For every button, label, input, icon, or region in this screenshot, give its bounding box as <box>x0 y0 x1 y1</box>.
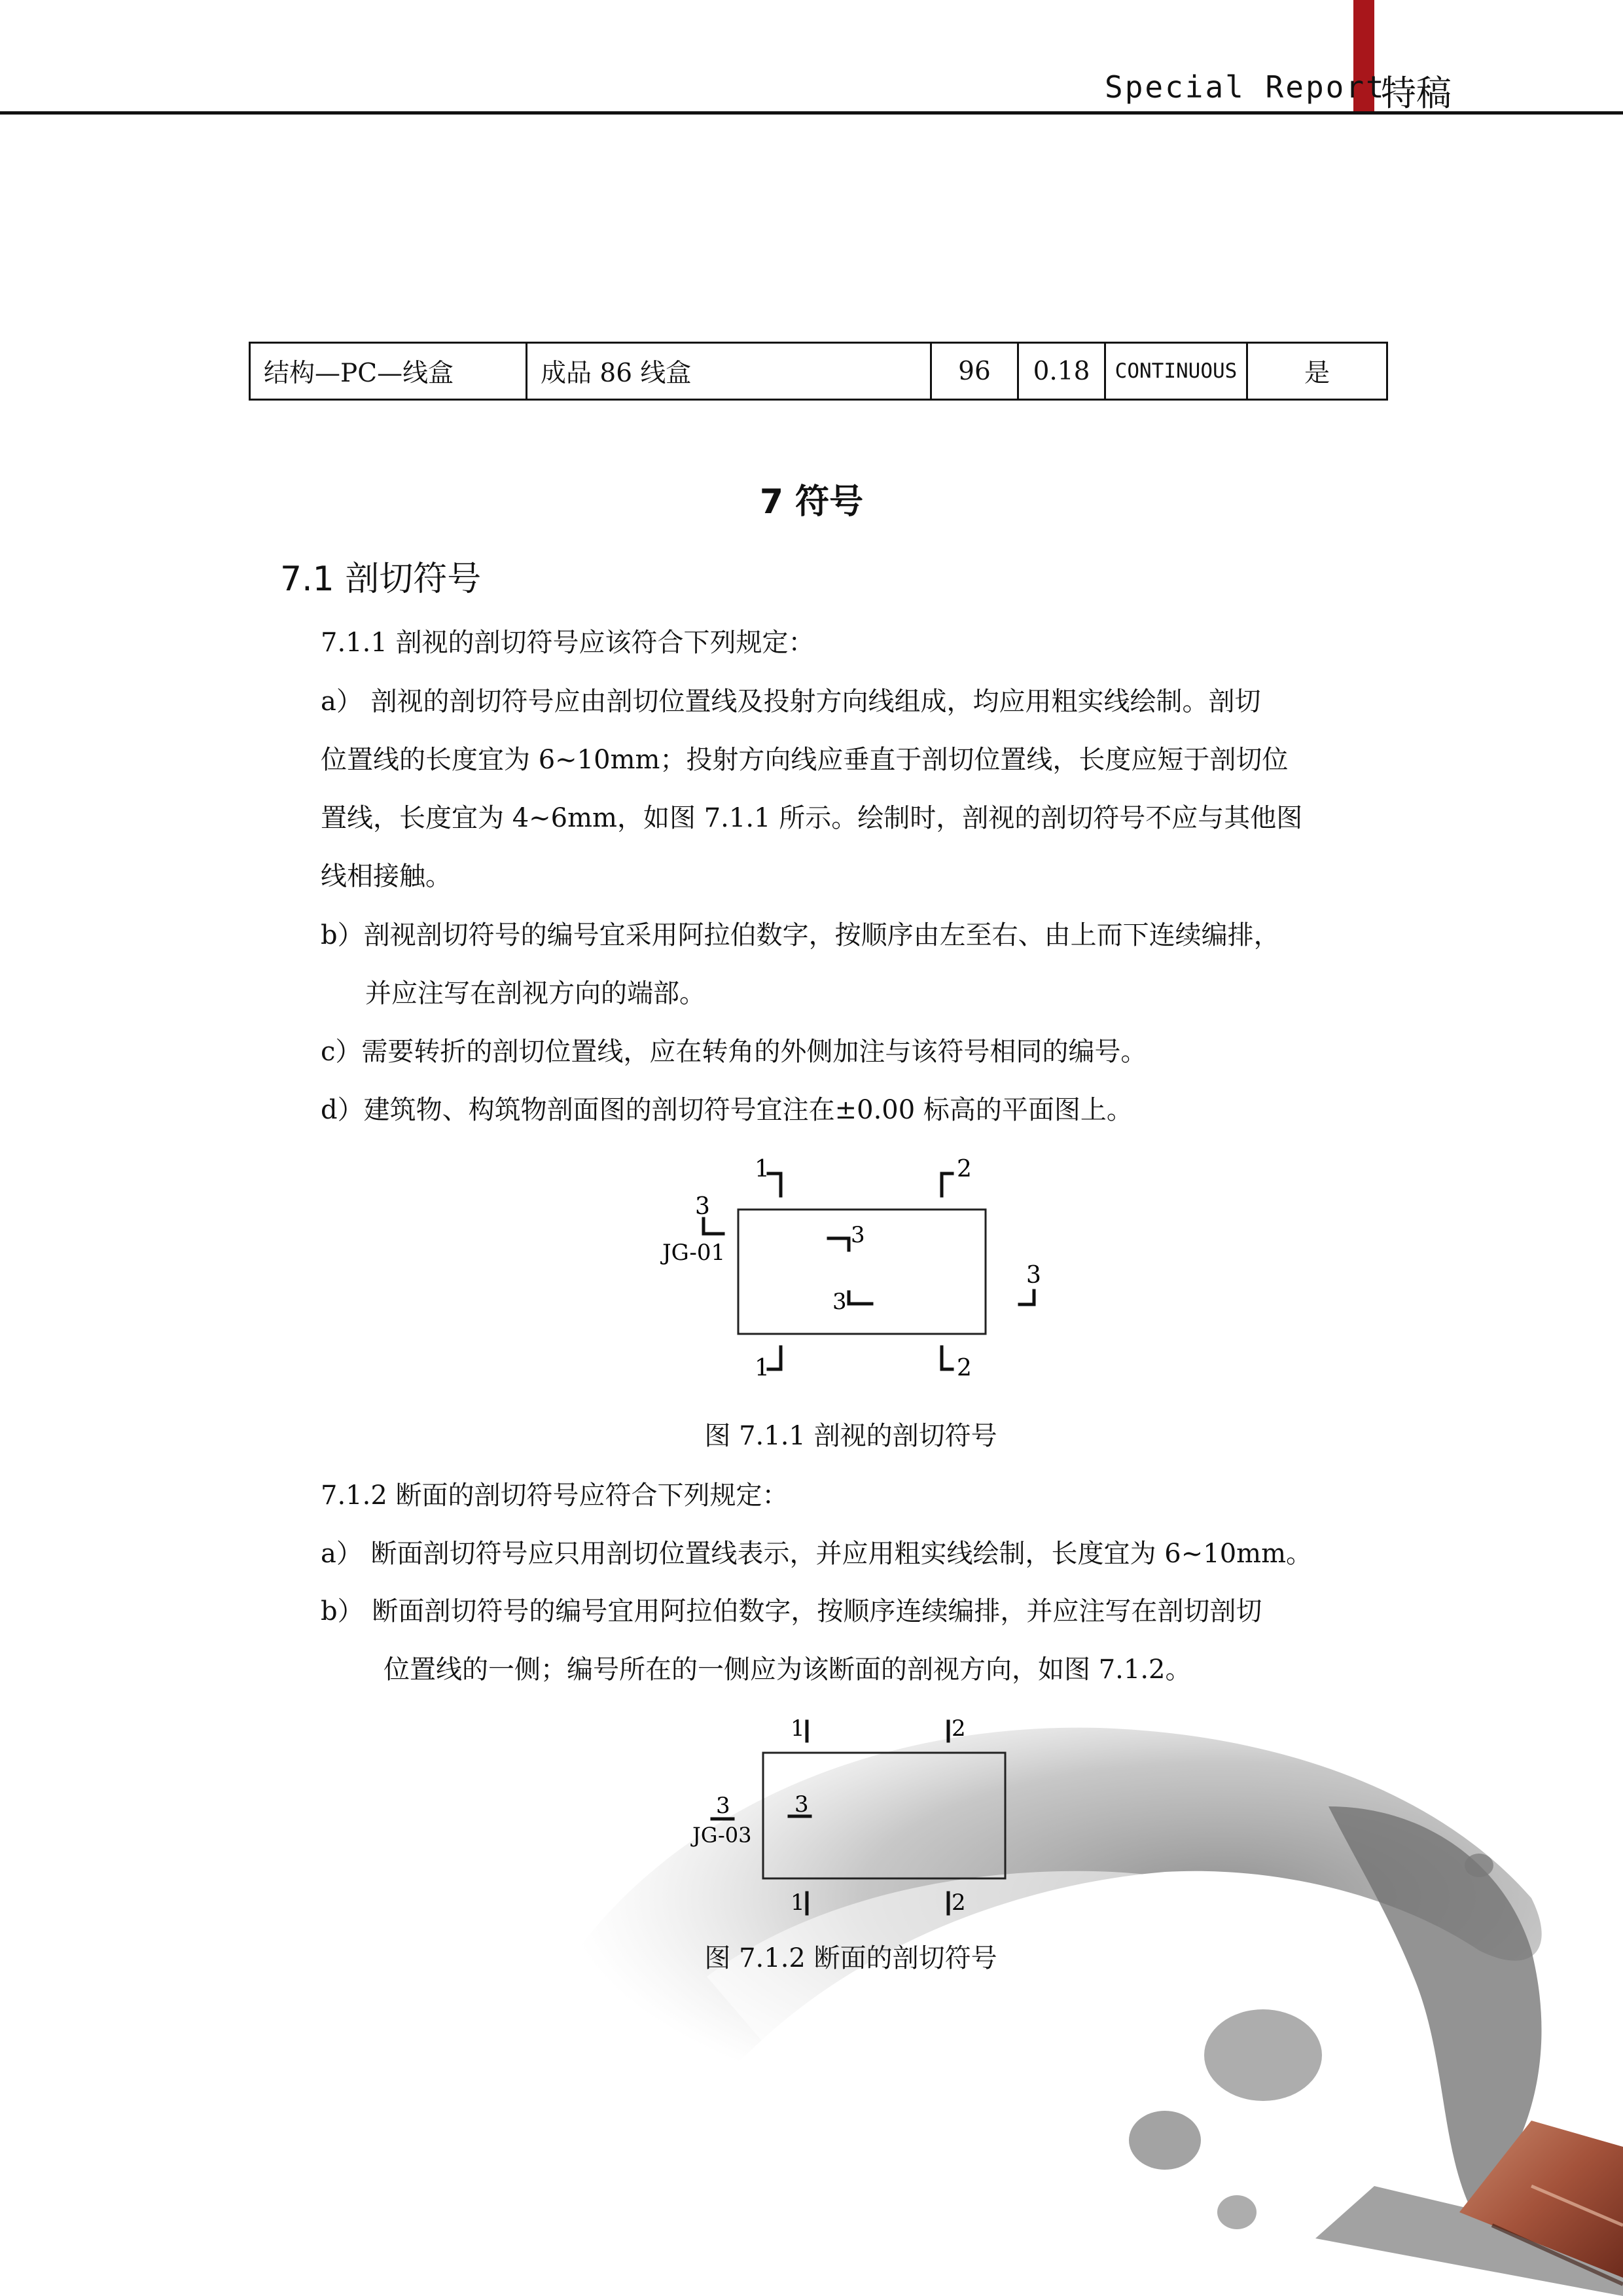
section-number: 3 <box>1026 1262 1041 1289</box>
table-row <box>250 343 1387 400</box>
section-number: 1 <box>791 1890 805 1916</box>
item-b <box>321 906 1427 1023</box>
section-number: 3 <box>851 1222 865 1248</box>
table-cell: 0.18 <box>1018 343 1105 400</box>
section-title: 7.1 剖切符号 <box>280 560 482 599</box>
item2-a: a） 断面剖切符号应只用剖切位置线表示，并应用粗实线绘制，长度宜为 6~10mm。 <box>321 1539 1312 1569</box>
text-line: b） 断面剖切符号的编号宜用阿拉伯数字，按顺序连续编排，并应注写在剖切剖切 <box>321 1596 1262 1626</box>
figure-7-1-2 <box>681 1708 1047 1931</box>
table-cell: 是 <box>1247 343 1387 400</box>
text-line: 位置线的长度宜为 6~10mm；投射方向线应垂直于剖切位置线，长度应短于剖切位 <box>321 745 1289 775</box>
table-cell: 结构—PC—线盒 <box>250 343 527 400</box>
figure-7-1-1-caption: 图 7.1.1 剖视的剖切符号 <box>704 1421 997 1451</box>
text-line: 位置线的一侧；编号所在的一侧应为该断面的剖视方向，如图 7.1.2。 <box>383 1655 1192 1685</box>
section-number: 2 <box>957 1355 972 1382</box>
reference-code: JG-03 <box>692 1823 752 1848</box>
section-mark-3-inner-b <box>849 1292 872 1304</box>
item-c: c）需要转折的剖切位置线，应在转角的外侧加注与该符号相同的编号。 <box>321 1037 1147 1067</box>
header-rule <box>0 111 1623 115</box>
clause-7-1-1: 7.1.1 剖视的剖切符号应该符合下列规定： <box>321 628 815 658</box>
chapter-title: 7 符号 <box>759 482 864 522</box>
table-cell: 96 <box>931 343 1018 400</box>
table-cell: CONTINUOUS <box>1105 343 1247 400</box>
clause-7-1-2: 7.1.2 断面的剖切符号应符合下列规定： <box>321 1480 789 1511</box>
section-mark-2-top <box>942 1174 952 1196</box>
header-label-cn: 特稿 <box>1381 73 1452 114</box>
section-mark-1-top <box>768 1174 781 1196</box>
figure-7-1-1 <box>648 1152 1067 1394</box>
section-number: 3 <box>832 1289 847 1315</box>
section-number: 3 <box>794 1791 809 1818</box>
item-a <box>321 673 1427 906</box>
section-number: 1 <box>791 1715 805 1742</box>
item-d: d）建筑物、构筑物剖面图的剖切符号宜注在±0.00 标高的平面图上。 <box>321 1095 1133 1125</box>
section-number: 1 <box>755 1355 770 1382</box>
section-mark-3-left <box>704 1219 723 1234</box>
section-number: 2 <box>957 1156 972 1183</box>
text-line: a） 剖视的剖切符号应由剖切位置线及投射方向线组成，均应用粗实线绘制。剖切 <box>321 687 1261 717</box>
table-cell: 成品 86 线盒 <box>527 343 931 400</box>
header-label-en: Special Report <box>1105 69 1386 105</box>
text-line: b）剖视剖切符号的编号宜采用阿拉伯数字，按顺序由左至右、由上而下连续编排， <box>321 920 1280 950</box>
layer-table <box>249 342 1388 401</box>
text-line: 置线，长度宜为 4~6mm，如图 7.1.1 所示。绘制时，剖视的剖切符号不应与其他图 <box>321 803 1303 833</box>
section-number: 2 <box>952 1890 966 1916</box>
section-mark-3-inner-a <box>829 1238 849 1250</box>
section-mark-2-bottom <box>942 1347 952 1369</box>
section-mark-1-bottom <box>768 1347 781 1369</box>
reference-code: JG-01 <box>662 1240 726 1266</box>
text-line: 线相接触。 <box>321 861 452 891</box>
section-number: 2 <box>952 1715 966 1742</box>
section-number: 3 <box>716 1793 730 1819</box>
section-number: 3 <box>695 1193 710 1220</box>
section-mark-3-right <box>1020 1291 1034 1304</box>
item2-b <box>321 1583 1427 1699</box>
text-line: 并应注写在剖视方向的端部。 <box>365 978 705 1009</box>
figure-7-1-2-caption: 图 7.1.2 断面的剖切符号 <box>704 1943 997 1973</box>
section-number: 1 <box>755 1156 770 1183</box>
